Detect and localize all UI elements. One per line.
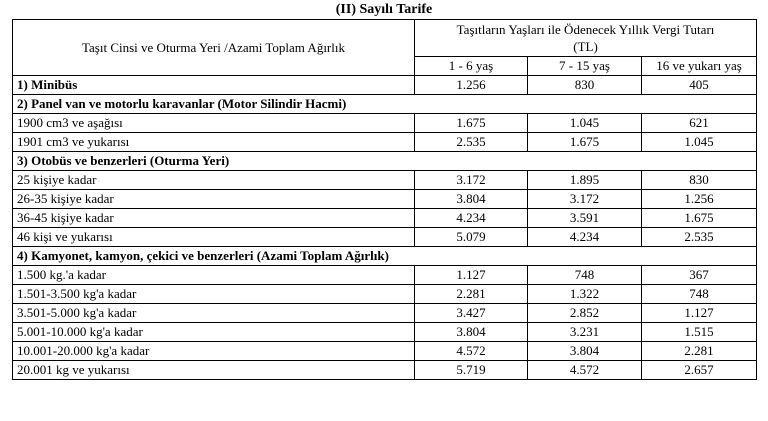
row-label: 1.501-3.500 kg'a kadar [13,285,415,304]
table-row [13,114,757,133]
table-cell: 2.852 [528,304,642,323]
table-cell: 2.535 [642,228,757,247]
table-row [13,285,757,304]
section-bus-row [13,152,757,171]
table-cell: 748 [528,266,642,285]
table-cell: 1.256 [642,190,757,209]
row-label: 3.501-5.000 kg'a kadar [13,304,415,323]
tax-tariff-table [12,19,757,380]
table-cell: 3.804 [415,323,528,342]
table-cell: 4.234 [415,209,528,228]
table-cell: 621 [642,114,757,133]
table-row [13,323,757,342]
table-cell: 2.657 [642,361,757,380]
table-cell: 1.675 [415,114,528,133]
table-cell: 1.127 [415,266,528,285]
table-cell: 3.231 [528,323,642,342]
header-age-1-6: 1 - 6 yaş [415,57,528,76]
table-cell: 1.675 [642,209,757,228]
table-cell: 405 [642,76,757,95]
row-label: 46 kişi ve yukarısı [13,228,415,247]
section-truck-row [13,247,757,266]
table-cell: 830 [642,171,757,190]
row-label: 36-45 kişiye kadar [13,209,415,228]
table-cell: 1.322 [528,285,642,304]
table-row [13,133,757,152]
table-cell: 3.172 [528,190,642,209]
table-cell: 5.079 [415,228,528,247]
header-tax-amount-line1: Taşıtların Yaşları ile Ödenecek Yıllık Vergi Tutarı [456,22,715,37]
table-row [13,361,757,380]
row-label: 25 kişiye kadar [13,171,415,190]
header-age-16-plus: 16 ve yukarı yaş [642,57,757,76]
section-minibus-row [13,76,757,95]
section-panel-van-row [13,95,757,114]
table-cell: 1.045 [642,133,757,152]
table-cell: 3.427 [415,304,528,323]
table-cell: 1.675 [528,133,642,152]
page-title: (II) Sayılı Tarife [335,2,433,17]
row-label: 1.500 kg.'a kadar [13,266,415,285]
row-label: 10.001-20.000 kg'a kadar [13,342,415,361]
table-cell: 1.127 [642,304,757,323]
section-label: 1) Minibüs [13,76,415,95]
table-cell: 3.591 [528,209,642,228]
table-cell: 5.719 [415,361,528,380]
row-label: 1901 cm3 ve yukarısı [13,133,415,152]
table-cell: 4.572 [528,361,642,380]
table-cell: 3.804 [528,342,642,361]
table-cell: 748 [642,285,757,304]
table-row [13,190,757,209]
row-label: 26-35 kişiye kadar [13,190,415,209]
section-label: 2) Panel van ve motorlu karavanlar (Motor Silindir Hacmi) [13,95,757,114]
table-row [13,266,757,285]
table-cell: 4.234 [528,228,642,247]
table-cell: 1.895 [528,171,642,190]
table-row [13,171,757,190]
table-cell: 2.535 [415,133,528,152]
section-label: 4) Kamyonet, kamyon, çekici ve benzerleri (Azami Toplam Ağırlık) [13,247,757,266]
header-vehicle-type: Taşıt Cinsi ve Oturma Yeri /Azami Toplam Ağırlık [13,20,415,76]
table-cell: 367 [642,266,757,285]
table-row [13,342,757,361]
table-cell: 1.256 [415,76,528,95]
table-row [13,209,757,228]
table-cell: 1.515 [642,323,757,342]
table-cell: 3.172 [415,171,528,190]
table-cell: 2.281 [415,285,528,304]
header-age-7-15: 7 - 15 yaş [528,57,642,76]
section-label: 3) Otobüs ve benzerleri (Oturma Yeri) [13,152,757,171]
table-cell: 1.045 [528,114,642,133]
row-label: 20.001 kg ve yukarısı [13,361,415,380]
table-cell: 830 [528,76,642,95]
row-label: 1900 cm3 ve aşağısı [13,114,415,133]
table-cell: 4.572 [415,342,528,361]
table-row [13,228,757,247]
row-label: 5.001-10.000 kg'a kadar [13,323,415,342]
table-cell: 3.804 [415,190,528,209]
header-tax-amount-unit: (TL) [573,39,598,54]
header-row [13,20,757,57]
header-tax-amount [415,20,757,57]
table-cell: 2.281 [642,342,757,361]
table-row [13,304,757,323]
